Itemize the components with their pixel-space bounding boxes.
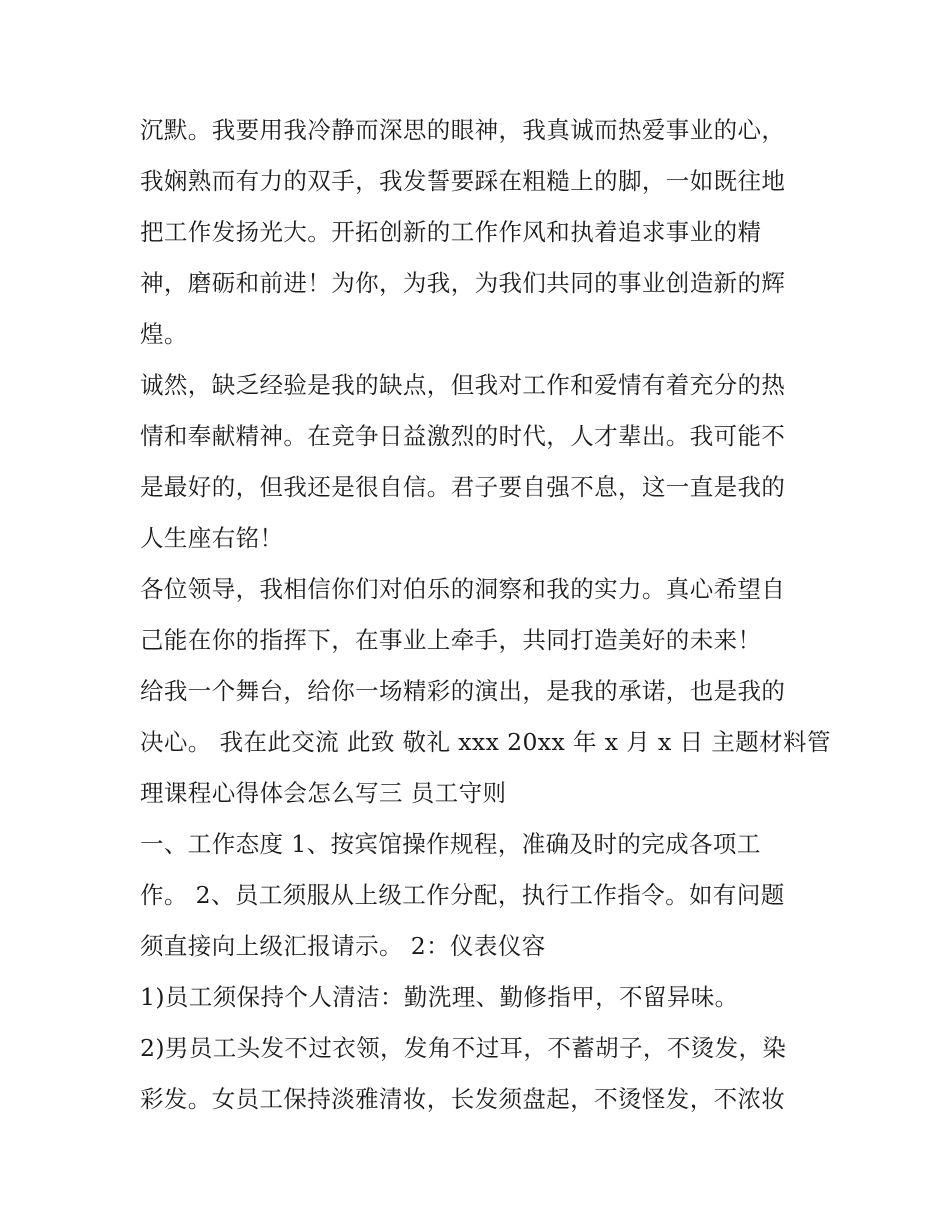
text-line: 彩发。女员工保持淡雅清妆，长发须盘起，不烫怪发，不浓妆 (140, 1085, 786, 1113)
text-line: 一、工作态度 1、按宾馆操作规程，准确及时的完成各项工 (140, 830, 761, 858)
text-line: 己能在你的指挥下，在事业上牵手，共同打造美好的未来！ (140, 626, 762, 654)
text-line: 给我一个舞台，给你一场精彩的演出，是我的承诺，也是我的 (140, 677, 786, 705)
text-line: 把工作发扬光大。开拓创新的工作作风和执着追求事业的精 (140, 218, 762, 246)
text-line: 须直接向上级汇报请示。 2：仪表仪容 (140, 932, 546, 960)
text-line: 作。 2、员工须服从上级工作分配，执行工作指令。如有问题 (140, 881, 785, 909)
text-line: 各位领导，我相信你们对伯乐的洞察和我的实力。真心希望自 (140, 575, 786, 603)
text-line: 沉默。我要用我冷静而深思的眼神，我真诚而热爱事业的心， (140, 116, 786, 144)
text-line: 神，磨砺和前进！为你，为我，为我们共同的事业创造新的辉 (140, 269, 786, 297)
text-line: 情和奉献精神。在竞争日益激烈的时代，人才辈出。我可能不 (140, 422, 786, 450)
text-line: 是最好的，但我还是很自信。君子要自强不息，这一直是我的 (140, 473, 786, 501)
text-line: 我娴熟而有力的双手，我发誓要踩在粗糙上的脚，一如既往地 (140, 167, 786, 195)
text-line: 1)员工须保持个人清洁：勤洗理、勤修指甲，不留异味。 (140, 983, 739, 1011)
text-line: 煌。 (140, 320, 188, 348)
document-body (140, 105, 831, 1125)
text-line: 人生座右铭！ (140, 524, 284, 552)
text-line: 理课程心得体会怎么写三 员工守则 (140, 779, 507, 807)
text-line: 2)男员工头发不过衣领，发角不过耳，不蓄胡子，不烫发，染 (140, 1034, 787, 1062)
text-line: 决心。 我在此交流 此致 敬礼 xxx 20xx 年 x 月 x 日 主题材料管 (140, 728, 831, 756)
text-line: 诚然，缺乏经验是我的缺点，但我对工作和爱情有着充分的热 (140, 371, 786, 399)
